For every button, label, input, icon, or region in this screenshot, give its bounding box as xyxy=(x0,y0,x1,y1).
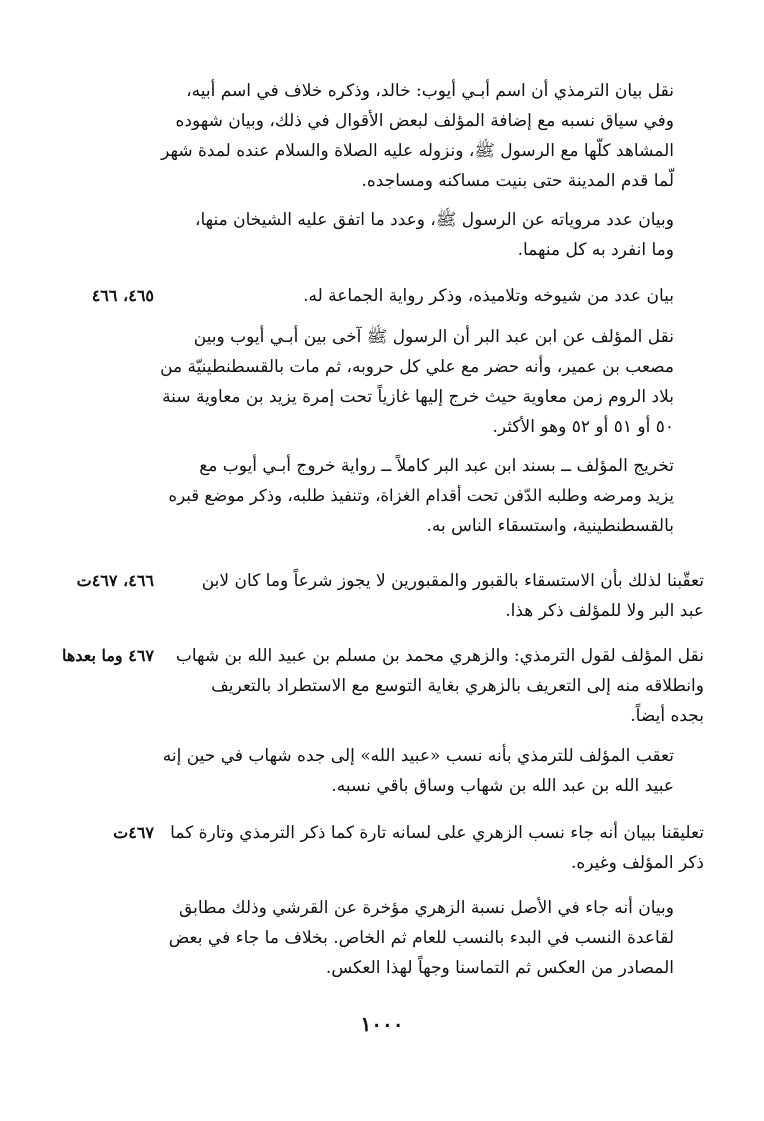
page-reference: ٤٦٧ت xyxy=(113,823,154,842)
entry-line: عبد البر ولا للمؤلف ذكر هذا. xyxy=(505,601,704,621)
index-entry xyxy=(154,76,674,196)
entry-line: المصادر من العكس ثم التماسنا وجهاً لهذا العكس. xyxy=(325,958,674,978)
entry-line: يزيد ومرضه وطلبه الدّفن تحت أقدام الغزاة، وتنفيذ طلبه، وذكر موضع قبره xyxy=(168,486,674,505)
entry-line: لّما قدم المدينة حتى بنيت مساكنه ومساجده. xyxy=(361,171,674,191)
entry-line: وانطلاقه منه إلى التعريف بالزهري بغاية التوسع مع الاستطراد بالتعريف xyxy=(211,676,704,696)
entry-line: لقاعدة النسب في البدء بالنسب للعام ثم الخاص. بخلاف ما جاء في بعض xyxy=(168,928,674,948)
entry-line: نقل بيان الترمذي أن اسم أبـي أيوب: خالد، وذكره خلاف في اسم أبيه، xyxy=(186,81,674,101)
entry-line: نقل المؤلف عن ابن عبد البر أن الرسول ﷺ آخى بين أبـي أيوب وبين xyxy=(193,327,674,347)
entry-line: نقل المؤلف لقول الترمذي: والزهري محمد بن مسلم بن عبيد الله بن شهاب xyxy=(175,646,704,666)
entry-line: تعليقنا ببيان أنه جاء نسب الزهري على لسانه تارة كما ذكر الترمذي وتارة كما xyxy=(170,823,704,843)
index-entry xyxy=(154,451,674,541)
index-entry xyxy=(154,641,704,731)
entry-line: وبيان أنه جاء في الأصل نسبة الزهري مؤخرة عن القرشي وذلك مطابق xyxy=(178,898,674,918)
entry-line: تعقب المؤلف للترمذي بأنه نسب «عبيد الله» إلى جده شهاب في حين إنه xyxy=(162,746,674,766)
page-reference: ٤٦٧ وما بعدها xyxy=(62,646,154,665)
index-entry xyxy=(154,566,704,626)
page-reference: ٤٦٦، ٤٦٧ت xyxy=(76,571,154,590)
index-entry xyxy=(154,741,674,801)
entry-line: وما انفرد به كل منهما. xyxy=(517,240,674,260)
index-entry xyxy=(154,893,674,983)
page-number: ١٠٠٠ xyxy=(360,1012,404,1036)
page-reference: ٤٦٥، ٤٦٦ xyxy=(91,286,154,305)
entry-line: ٥٠ أو ٥١ أو ٥٢ وهو الأكثر. xyxy=(492,417,674,437)
entry-line: تخريج المؤلف ــ بسند ابن عبد البر كاملاً ــ رواية خروج أبـي أيوب مع xyxy=(199,456,674,476)
entry-line: تعقّبنا لذلك بأن الاستسقاء بالقبور والمقبورين لا يجوز شرعاً وما كان لابن xyxy=(201,571,704,591)
entry-line: بجده أيضاً. xyxy=(630,706,704,726)
entry-line: بلاد الروم زمن معاوية حيث خرج إليها غازياً تحت إمرة يزيد بن معاوية سنة xyxy=(162,387,674,407)
index-entry xyxy=(154,322,674,442)
index-entry xyxy=(154,205,674,265)
entry-line: وفي سياق نسبه مع إضافة المؤلف لبعض الأقوال في ذلك، وبيان شهوده xyxy=(175,111,674,131)
index-entry xyxy=(154,818,704,878)
entry-line: بالقسطنطينية، واستسقاء الناس به. xyxy=(426,516,674,536)
entry-line: بيان عدد من شيوخه وتلاميذه، وذكر رواية الجماعة له. xyxy=(303,286,674,306)
entry-line: المشاهد كلّها مع الرسول ﷺ، ونزوله عليه الصلاة والسلام عنده لمدة شهر xyxy=(161,141,674,161)
entry-line: عبيد الله بن عبد الله بن شهاب وساق باقي نسبه. xyxy=(331,776,674,796)
entry-line: وبيان عدد مروياته عن الرسول ﷺ، وعدد ما اتفق عليه الشيخان منها، xyxy=(195,210,674,230)
index-entry xyxy=(154,281,674,311)
entry-line: ذكر المؤلف وغيره. xyxy=(570,853,704,873)
entry-line: مصعب بن عمير، وأنه حضر مع علي كل حروبه، ثم مات بالقسطنطينيّة من xyxy=(160,357,674,377)
